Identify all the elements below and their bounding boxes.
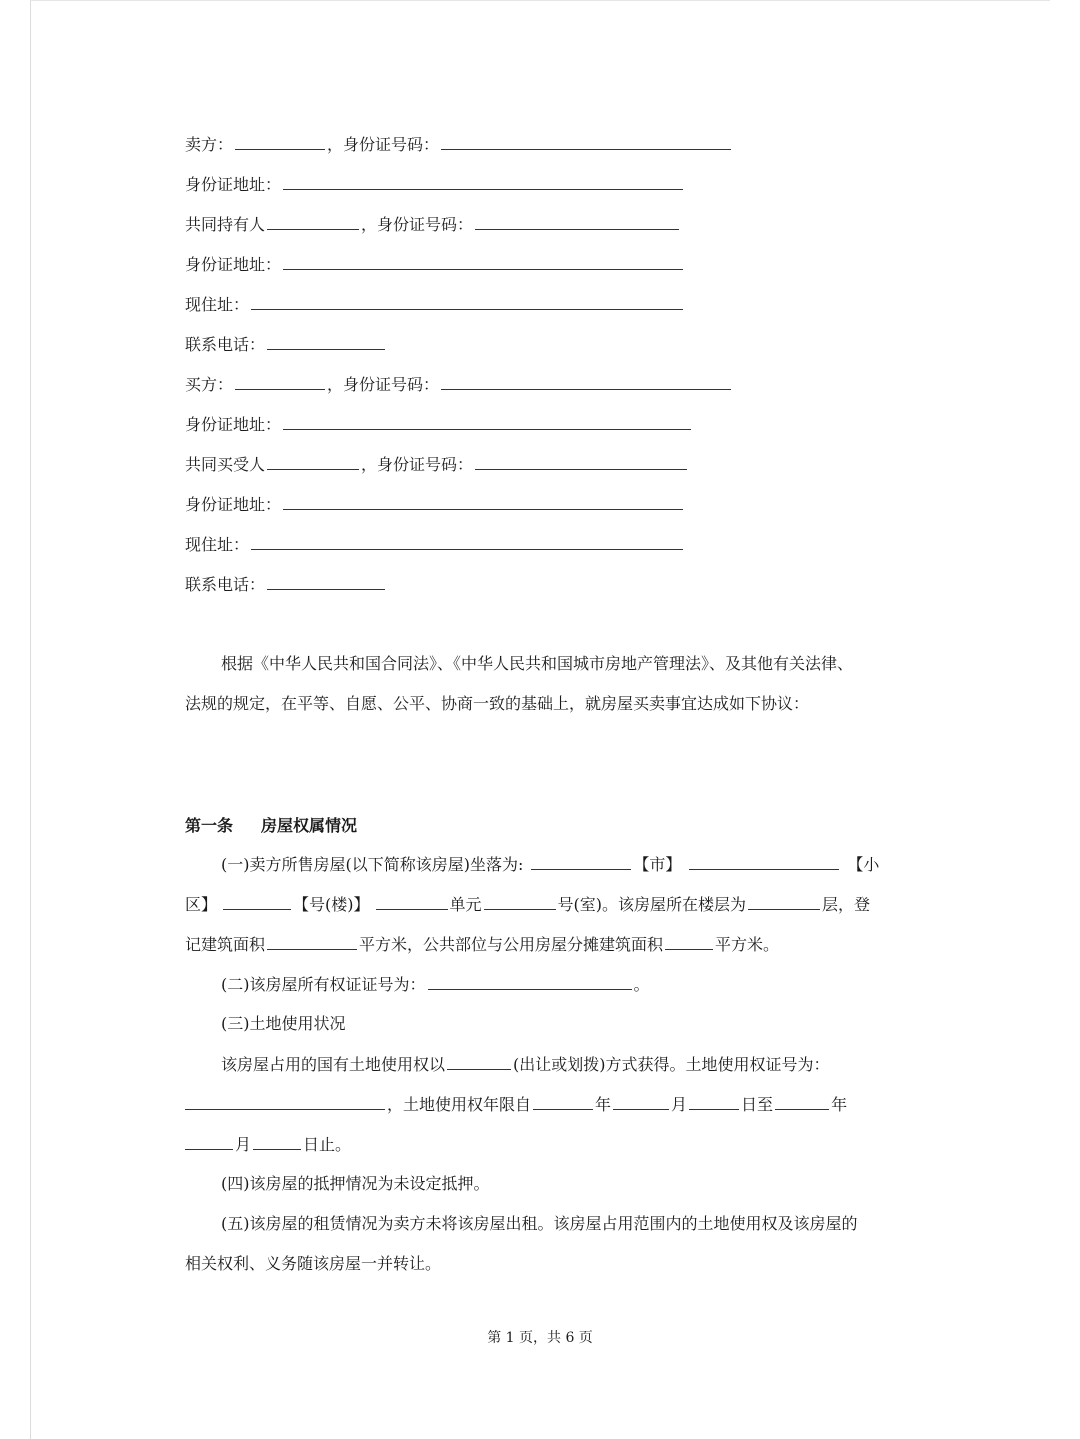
unit-blank[interactable] [484,893,556,910]
floor-label: 层，登 [822,895,871,914]
item1-line-1 [221,853,879,876]
seller-name-blank[interactable] [235,133,325,150]
shared-area-unit: 平方米。 [715,935,780,954]
buyer-phone-blank[interactable] [267,573,385,590]
seller-id-label: ，身份证号码： [327,135,440,154]
shared-area-label: 平方米，公共部位与公用房屋分摊建筑面积 [359,935,664,954]
item1-text: (一)卖方所售房屋(以下简称该房屋)坐落为: [221,855,524,874]
certificate-end: 。 [633,975,650,994]
land-method-label: 该房屋占用的国有土地使用权以 [221,1055,446,1074]
seller-residence-label: 现住址： [185,295,250,314]
item2-line [221,973,650,996]
buyer-phone-line [185,573,387,596]
buyer-residence-line [185,533,685,556]
start-day-blank[interactable] [689,1093,739,1110]
seller-id-address-blank[interactable] [283,173,683,190]
seller-id-blank[interactable] [441,133,731,150]
article-number: 第一条 [185,816,234,835]
buyer-residence-blank[interactable] [251,533,683,550]
room-label: 号(室)。该房屋所在楼层为 [557,895,747,914]
seller-residence-line [185,293,685,316]
buyer-line [185,373,733,396]
floor-blank[interactable] [748,893,820,910]
city-label: 【市】 [633,855,682,874]
start-year-label: 年 [595,1095,612,1114]
co-buyer-id-blank[interactable] [475,453,687,470]
seller-id-address-label: 身份证地址： [185,175,282,194]
start-day-label: 日至 [741,1095,774,1114]
co-owner-address-line [185,253,685,276]
co-buyer-address-blank[interactable] [283,493,683,510]
end-day-blank[interactable] [253,1133,301,1150]
community-label-start: 【小 [847,855,880,874]
buyer-name-blank[interactable] [235,373,325,390]
item4-line: (四)该房屋的抵押情况为未设定抵押。 [221,1174,490,1193]
building-label: 【号(楼)】 [293,895,370,914]
buyer-phone-label: 联系电话： [185,575,266,594]
co-owner-id-label: ，身份证号码： [361,215,474,234]
seller-label: 卖方： [185,135,234,154]
preamble-line-1: 根据《中华人民共和国合同法》、《中华人民共和国城市房地产管理法》、及其他有关法律、 [221,654,854,673]
land-line-3 [185,1133,351,1156]
item3-line: (三)土地使用状况 [221,1014,346,1033]
certificate-label: (二)该房屋所有权证证号为： [221,975,426,994]
district-blank[interactable] [689,853,839,870]
land-line-2 [185,1093,847,1116]
end-year-blank[interactable] [775,1093,829,1110]
end-month-blank[interactable] [185,1133,233,1150]
seller-residence-blank[interactable] [251,293,683,310]
item5-line-2: 相关权利、义务随该房屋一并转让。 [185,1254,442,1273]
seller-id-address-line [185,173,685,196]
co-buyer-id-label: ，身份证号码： [361,455,474,474]
co-buyer-label: 共同买受人 [185,455,266,474]
co-owner-name-blank[interactable] [267,213,359,230]
buyer-residence-label: 现住址： [185,535,250,554]
seller-phone-blank[interactable] [267,333,385,350]
co-owner-address-label: 身份证地址： [185,255,282,274]
co-owner-id-blank[interactable] [475,213,679,230]
buyer-id-address-blank[interactable] [283,413,691,430]
co-owner-line [185,213,681,236]
land-certificate-blank[interactable] [185,1093,385,1110]
preamble-line-2: 法规的规定，在平等、自愿、公平、协商一致的基础上，就房屋买卖事宜达成如下协议： [185,694,810,713]
building-area-label: 记建筑面积 [185,935,266,954]
building-area-blank[interactable] [267,933,357,950]
page-footer: 第 1 页，共 6 页 [487,1330,593,1346]
seller-phone-line [185,333,387,356]
buyer-id-address-label: 身份证地址： [185,415,282,434]
article-heading [185,813,385,836]
building-blank[interactable] [376,893,448,910]
start-month-blank[interactable] [613,1093,669,1110]
land-term-label: ，土地使用权年限自 [387,1095,532,1114]
co-owner-address-blank[interactable] [283,253,683,270]
community-blank[interactable] [223,893,291,910]
land-line-1 [221,1053,830,1076]
item1-line-2 [185,893,870,916]
seller-line [185,133,733,156]
buyer-id-label: ，身份证号码： [327,375,440,394]
buyer-label: 买方： [185,375,234,394]
city-blank[interactable] [531,853,631,870]
co-buyer-address-line [185,493,685,516]
community-label-end: 区】 [185,895,218,914]
co-buyer-name-blank[interactable] [267,453,359,470]
shared-area-blank[interactable] [665,933,713,950]
co-buyer-address-label: 身份证地址： [185,495,282,514]
item1-line-3 [185,933,779,956]
co-buyer-line [185,453,689,476]
end-year-label: 年 [831,1095,848,1114]
certificate-blank[interactable] [428,973,632,990]
end-month-label: 月 [235,1135,252,1154]
co-owner-label: 共同持有人 [185,215,266,234]
end-day-label: 日止。 [303,1135,352,1154]
unit-label: 单元 [449,895,482,914]
start-year-blank[interactable] [533,1093,593,1110]
buyer-id-address-line [185,413,693,436]
seller-phone-label: 联系电话： [185,335,266,354]
land-certificate-label: (出让或划拨)方式获得。土地使用权证号为： [513,1055,830,1074]
item5-line-1: (五)该房屋的租赁情况为卖方未将该房屋出租。该房屋占用范围内的土地使用权及该房屋的 [221,1214,858,1233]
land-method-blank[interactable] [447,1053,511,1070]
buyer-id-blank[interactable] [441,373,731,390]
article-title: 房屋权属情况 [261,816,358,835]
start-month-label: 月 [671,1095,688,1114]
